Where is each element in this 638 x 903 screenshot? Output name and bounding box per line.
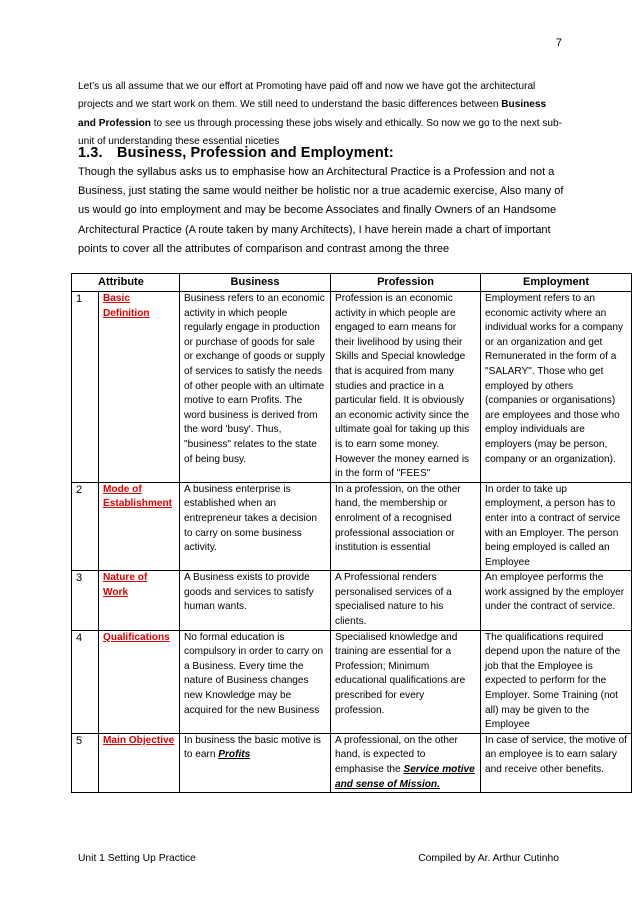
footer-author: Compiled by Ar. Arthur Cutinho <box>418 853 559 864</box>
table-row <box>72 571 632 630</box>
employment-cell: In order to take up employment, a person has to enter into a contract of service with an Employer. The person being employed is called an Employee <box>481 482 632 571</box>
business-cell <box>180 733 331 792</box>
employment-cell: The qualifications required depend upon the nature of the job that the Employee is expected to perform for the Employer. Some Training (not all) may be given to the Employee <box>481 630 632 733</box>
section-title: Business, Profession and Employment: <box>117 145 394 161</box>
attribute-label: Mode of Establishment <box>99 482 180 571</box>
row-number: 3 <box>72 571 99 630</box>
intro-bold-text: Business and Profession <box>78 99 547 129</box>
comparison-table <box>71 273 632 793</box>
header-business: Business <box>180 274 331 292</box>
profession-cell: In a profession, on the other hand, the membership or enrolment of a recognised professional association or institution is essential <box>331 482 481 571</box>
attribute-label: Basic Definition <box>99 292 180 483</box>
row-number: 5 <box>72 733 99 792</box>
intro-text: Let’s us all assume that we our effort at Promoting have paid off and now we have got the architectural projects and we start work on them. We still need to understand the basic differences between <box>78 81 536 111</box>
body-paragraph: Though the syllabus asks us to emphasise how an Architectural Practice is a Profession and not a Business, just stating the same would neither be holistic nor a true academic exercise, Also many of us would go into employment and may be become Associates and finally Owners of an Handsome Architectural Practice (A route taken by many Architects), I have herein made a chart of important points to cover all the attributes of comparison and contrast among the three <box>78 166 564 255</box>
attribute-label: Nature of Work <box>99 571 180 630</box>
table-row <box>72 482 632 571</box>
business-cell: A Business exists to provide goods and services to satisfy human wants. <box>180 571 331 630</box>
intro-paragraph <box>78 78 566 151</box>
table-row <box>72 292 632 483</box>
business-cell: No formal education is compulsory in order to carry on a Business. Every time the nature of Business changes new Knowledge may be acquired for the new Business <box>180 630 331 733</box>
business-cell: Business refers to an economic activity in which people regularly engage in production or purchase of goods for sale or exchange of goods or supply of services to satisfy the needs of other people with an ultimate motive to earn Profits. The word business is derived from the word 'busy'. Thus, "business" relates to the state of being busy. <box>180 292 331 483</box>
attribute-label: Qualifications <box>99 630 180 733</box>
intro-text-end: to see us through processing these jobs wisely and ethically. So now we go to the next sub-unit of understanding these essential niceties <box>78 117 563 147</box>
section-heading <box>78 145 394 161</box>
row-number: 2 <box>72 482 99 571</box>
page-number: 7 <box>555 37 562 49</box>
header-profession: Profession <box>331 274 481 292</box>
section-number: 1.3. <box>78 145 103 161</box>
profession-emphasis: Service motive and sense of Mission. <box>335 764 475 790</box>
header-employment: Employment <box>481 274 632 292</box>
profession-cell: A Professional renders personalised services of a specialised nature to his clients. <box>331 571 481 630</box>
profession-text: A professional, on the other hand, is expected to emphasise the <box>335 734 458 775</box>
profession-cell: Profession is an economic activity in which people are engaged to earn means for their livelihood by using their Skills and Special knowledge that is acquired from many studies and practice in a particular field. It is obviously an economic activity since the ultimate goal for taking up this is to earn some money. However the money earned is in the form of "FEES" <box>331 292 481 483</box>
table-row <box>72 733 632 792</box>
profession-cell: Specialised knowledge and training are essential for a Profession; Minimum educational qualifications are prescribed for every profession. <box>331 630 481 733</box>
business-cell: A business enterprise is established when an entrepreneur takes a decision to carry on some business activity. <box>180 482 331 571</box>
employment-cell: Employment refers to an economic activity where an individual works for a company or an organization and get Remunerated in the form of a "SALARY". Those who get employed by others (companies or organisations) are employees and those who employ individuals are employers (may be person, company or an organization). <box>481 292 632 483</box>
row-number: 1 <box>72 292 99 483</box>
business-text: In business the basic motive is to earn <box>184 734 321 761</box>
footer-unit-title: Unit 1 Setting Up Practice <box>78 853 196 864</box>
table-header-row <box>72 274 632 292</box>
employment-cell: In case of service, the motive of an employee is to earn salary and receive other benefits. <box>481 733 632 792</box>
employment-cell: An employee performs the work assigned by the employer under the contract of service. <box>481 571 632 630</box>
table-row <box>72 630 632 733</box>
profession-cell <box>331 733 481 792</box>
business-emphasis: Profits <box>218 749 251 761</box>
header-attribute: Attribute <box>72 274 180 292</box>
row-number: 4 <box>72 630 99 733</box>
attribute-label: Main Objective <box>99 733 180 792</box>
